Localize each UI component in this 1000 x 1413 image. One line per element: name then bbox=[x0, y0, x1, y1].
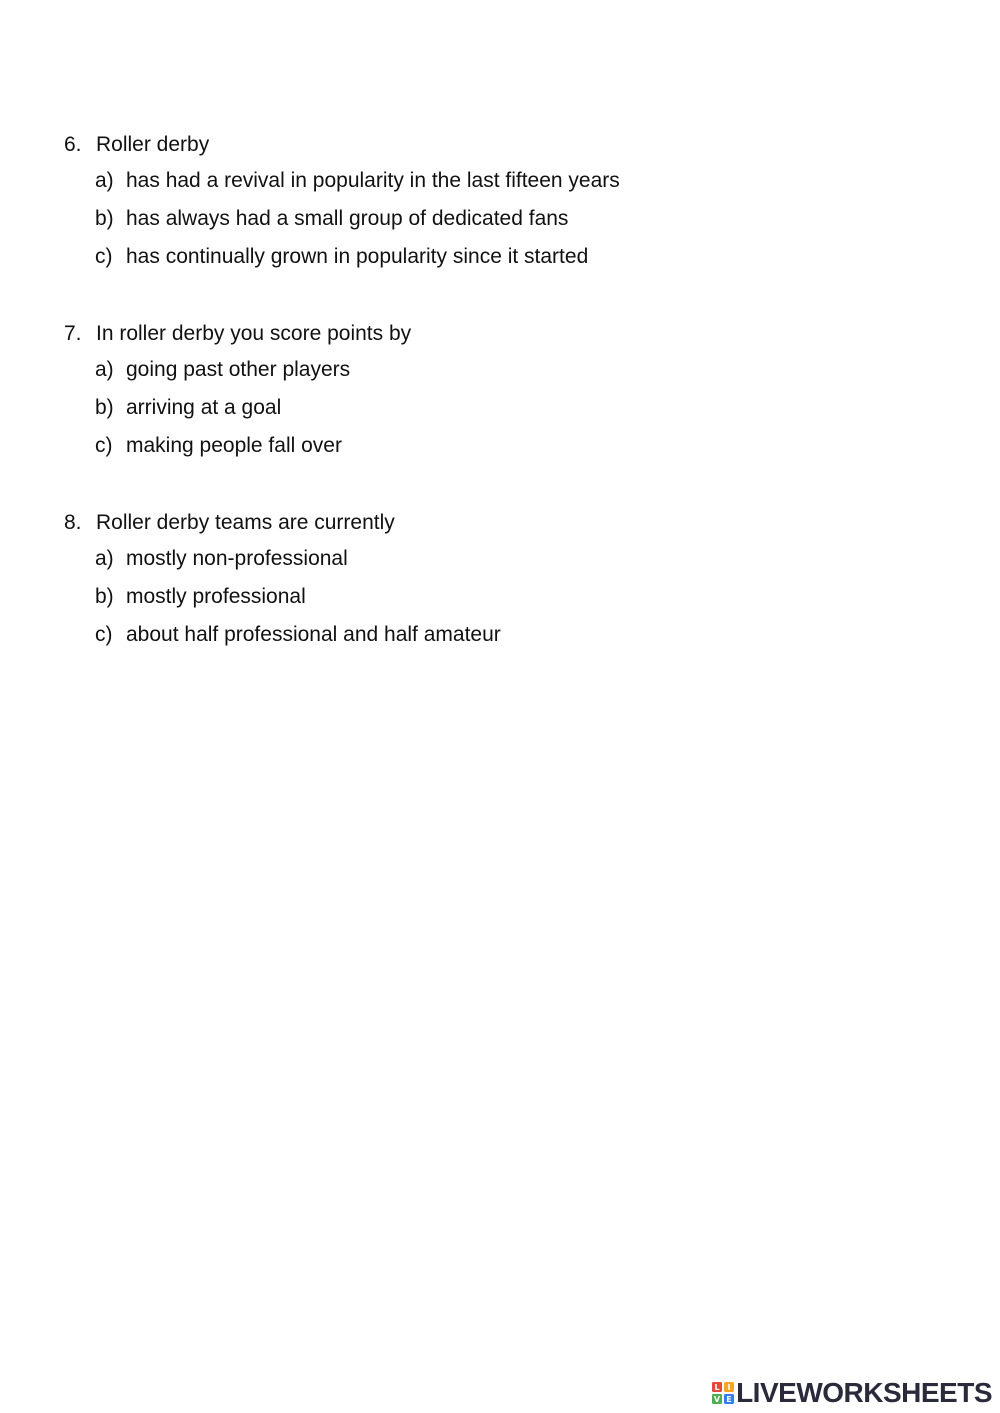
svg-text:E: E bbox=[726, 1395, 732, 1404]
question-stem bbox=[0, 506, 1000, 540]
option-text: has always had a small group of dedicated fans bbox=[126, 207, 569, 230]
question-stem bbox=[0, 317, 1000, 351]
option-letter: b) bbox=[95, 207, 114, 230]
svg-text:L: L bbox=[714, 1383, 720, 1392]
option-b bbox=[0, 200, 1000, 238]
question-7 bbox=[0, 317, 1000, 465]
option-text: arriving at a goal bbox=[126, 396, 282, 419]
option-text: mostly non-professional bbox=[126, 547, 348, 570]
question-6 bbox=[0, 128, 1000, 276]
svg-text:V: V bbox=[713, 1395, 721, 1404]
question-number: 7. bbox=[64, 322, 82, 345]
option-c bbox=[0, 238, 1000, 276]
option-letter: a) bbox=[95, 169, 114, 192]
option-text: about half professional and half amateur bbox=[126, 623, 501, 646]
question-number: 6. bbox=[64, 133, 82, 156]
option-letter: a) bbox=[95, 547, 114, 570]
brand-name: LIVEWORKSHEETS bbox=[736, 1377, 992, 1408]
question-text: Roller derby teams are currently bbox=[96, 511, 395, 534]
option-letter: c) bbox=[95, 434, 113, 457]
option-b bbox=[0, 389, 1000, 427]
question-text: In roller derby you score points by bbox=[96, 322, 412, 345]
option-a bbox=[0, 351, 1000, 389]
option-text: making people fall over bbox=[126, 434, 342, 457]
option-text: going past other players bbox=[126, 358, 351, 381]
option-text: has had a revival in popularity in the last fifteen years bbox=[126, 169, 620, 192]
option-text: mostly professional bbox=[126, 585, 306, 608]
option-letter: a) bbox=[95, 358, 114, 381]
option-c bbox=[0, 427, 1000, 465]
option-letter: b) bbox=[95, 585, 114, 608]
option-letter: c) bbox=[95, 623, 113, 646]
option-letter: b) bbox=[95, 396, 114, 419]
liveworksheets-logo-icon bbox=[712, 1382, 734, 1404]
question-8 bbox=[0, 506, 1000, 654]
svg-text:I: I bbox=[727, 1383, 731, 1392]
option-c bbox=[0, 616, 1000, 654]
option-text: has continually grown in popularity since it started bbox=[126, 245, 589, 268]
option-a bbox=[0, 162, 1000, 200]
option-letter: c) bbox=[95, 245, 113, 268]
question-number: 8. bbox=[64, 511, 82, 534]
question-text: Roller derby bbox=[96, 133, 210, 156]
option-a bbox=[0, 540, 1000, 578]
option-b bbox=[0, 578, 1000, 616]
question-stem bbox=[0, 128, 1000, 162]
liveworksheets-brand bbox=[712, 1376, 992, 1410]
